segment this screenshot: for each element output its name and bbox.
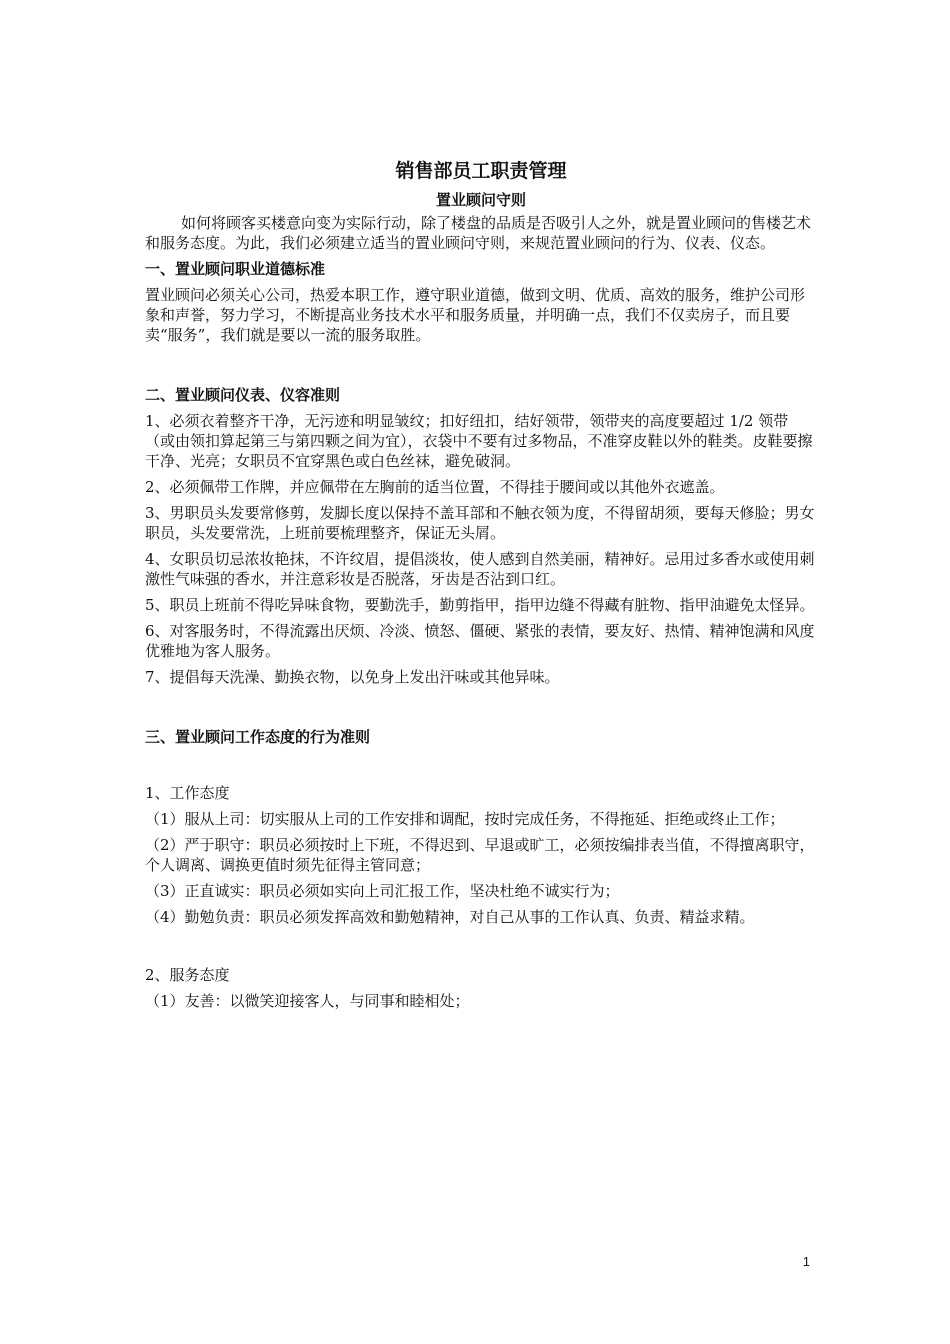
section2-item: 3、男职员头发要常修剪，发脚长度以保持不盖耳部和不触衣领为度，不得留胡须，要每天修脸；男女职员，头发要常洗，上班前要梳理整齐，保证无头屑。 xyxy=(145,504,815,542)
document-subtitle: 置业顾问守则 xyxy=(435,191,526,209)
section1-heading: 一、置业顾问职业道德标准 xyxy=(145,260,326,278)
section3-heading: 三、置业顾问工作态度的行为准则 xyxy=(145,728,371,746)
section2-item: 5、职员上班前不得吃异味食物，要勤洗手，勤剪指甲，指甲边缝不得藏有脏物、指甲油避免太怪异。 xyxy=(145,596,815,614)
section2-heading: 二、置业顾问仪表、仪容准则 xyxy=(145,386,341,404)
service-attitude-title: 2、服务态度 xyxy=(145,966,230,984)
section1-body: 置业顾问必须关心公司，热爱本职工作，遵守职业道德，做到文明、优质、高效的服务，维护公司形象和声誉，努力学习，不断提高业务技术水平和服务质量，并明确一点，我们不仅卖房子，而且要卖“服务”，我们就是要以一流的服务取胜。 xyxy=(145,286,806,344)
section2-item: 4、女职员切忌浓妆艳抹，不许纹眉，提倡淡妆，使人感到自然美丽，精神好。忌用过多香水或使用刺激性气味强的香水，并注意彩妆是否脱落，牙齿是否沾到口红。 xyxy=(145,550,815,588)
section2-item: 7、提倡每天洗澡、勤换衣物，以免身上发出汗味或其他异味。 xyxy=(145,668,560,686)
service-attitude-item: （1）友善：以微笑迎接客人，与同事和睦相处； xyxy=(145,992,470,1010)
section2-item: 1、必须衣着整齐干净，无污迹和明显皱纹；扣好纽扣，结好领带，领带夹的高度要超过 1/2 领带（或由领扣算起第三与第四颗之间为宜），衣袋中不要有过多物品，不准穿皮鞋以外的鞋类。皮鞋要擦干净、光亮；女职员不宜穿黑色或白色丝袜，避免破洞。 xyxy=(145,412,813,470)
document-title: 销售部员工职责管理 xyxy=(395,160,567,182)
document-page xyxy=(145,157,817,1011)
section2-item: 6、对客服务时，不得流露出厌烦、冷淡、愤怒、僵硬、紧张的表情，要友好、热情、精神饱满和风度优雅地为客人服务。 xyxy=(145,622,815,660)
page-number: 1 xyxy=(802,1254,810,1269)
work-attitude-item: （1）服从上司：切实服从上司的工作安排和调配，按时完成任务，不得拖延、拒绝或终止工作； xyxy=(145,810,785,828)
section2-item: 2、必须佩带工作牌，并应佩带在左胸前的适当位置，不得挂于腰间或以其他外衣遮盖。 xyxy=(145,478,725,496)
work-attitude-item: （2）严于职守：职员必须按时上下班，不得迟到、早退或旷工，必须按编排表当值，不得擅离职守，个人调离、调换更值时须先征得主管同意； xyxy=(145,836,815,874)
intro-paragraph: 如何将顾客买楼意向变为实际行动，除了楼盘的品质是否吸引人之外，就是置业顾问的售楼艺术和服务态度。为此，我们必须建立适当的置业顾问守则，来规范置业顾问的行为、仪表、仪态。 xyxy=(145,214,812,252)
work-attitude-item: （4）勤勉负责：职员必须发挥高效和勤勉精神，对自己从事的工作认真、负责、精益求精。 xyxy=(145,908,755,926)
work-attitude-title: 1、工作态度 xyxy=(145,784,230,802)
work-attitude-item: （3）正直诚实：职员必须如实向上司汇报工作，坚决杜绝不诚实行为； xyxy=(145,882,620,900)
